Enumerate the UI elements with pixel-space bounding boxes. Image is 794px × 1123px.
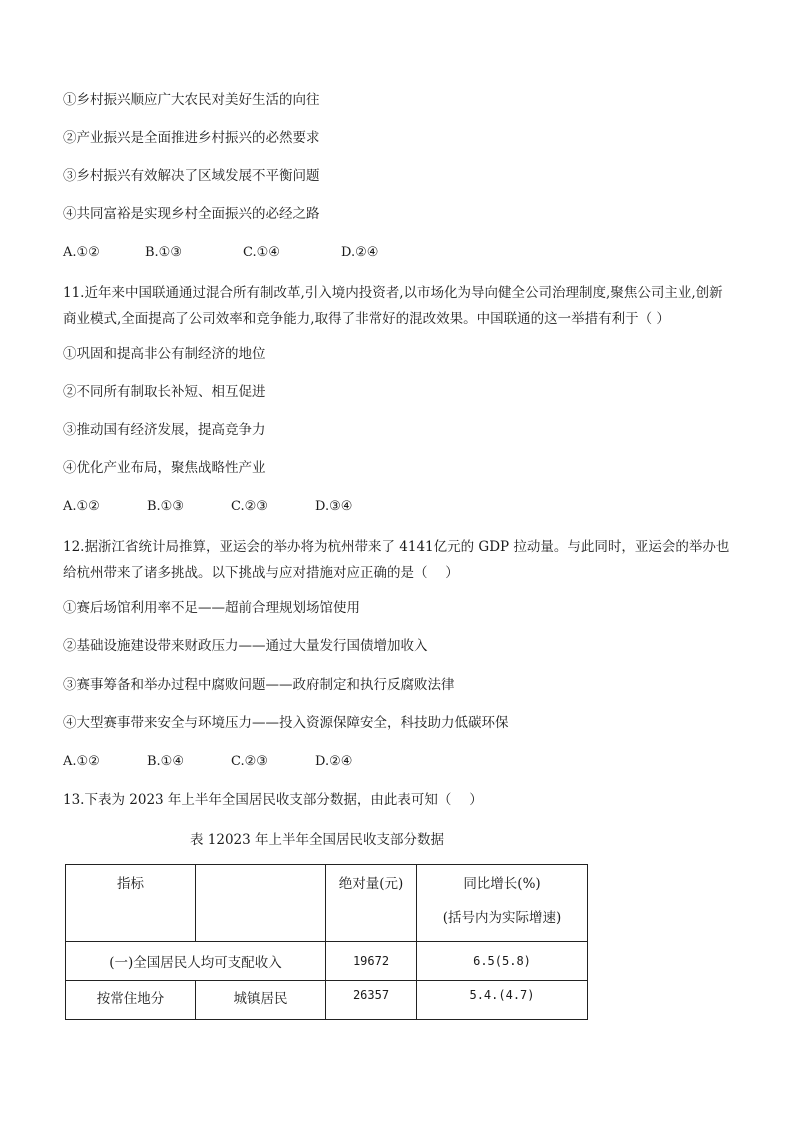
row1-value: 19672 xyxy=(326,942,417,981)
q11-option-3: ③推动国有经济发展，提高竞争力 xyxy=(63,422,266,438)
q10-option-2: ②产业振兴是全面推进乡村振兴的必然要求 xyxy=(63,130,320,146)
q10-option-4: ④共同富裕是实现乡村全面振兴的必经之路 xyxy=(63,206,320,222)
q10-choice-b: B.①③ xyxy=(145,245,182,260)
header-growth-note: (括号内为实际增速) xyxy=(442,910,562,926)
q12-choice-c: C.②③ xyxy=(231,754,268,769)
table-row xyxy=(66,981,588,1020)
q11-choice-d: D.③④ xyxy=(315,499,353,514)
q12-choices xyxy=(63,752,352,772)
q12-option-2: ②基础设施建设带来财政压力——通过大量发行国债增加收入 xyxy=(63,638,428,654)
q11-option-2: ②不同所有制取长补短、相互促进 xyxy=(63,384,266,400)
q12-option-3: ③赛事筹备和举办过程中腐败问题——政府制定和执行反腐败法律 xyxy=(63,677,455,693)
q12-stem: 12.据浙江省统计局推算，亚运会的举办将为杭州带来了 4141亿元的 GDP 拉动量。与此同时，亚运会的举办也给杭州带来了诸多挑战。以下挑战与应对措施对应正确的是（ ） xyxy=(63,539,730,581)
q10-option-1: ①乡村振兴顺应广大农民对美好生活的向往 xyxy=(63,92,320,108)
header-growth: 同比增长(%) (括号内为实际增速) xyxy=(417,865,588,942)
q11-choice-a: A.①② xyxy=(63,499,100,514)
q12-choice-b: B.①④ xyxy=(147,754,184,769)
q12-choice-a: A.①② xyxy=(63,754,100,769)
q11-option-4: ④优化产业布局，聚焦战略性产业 xyxy=(63,460,266,476)
row1-growth: 6.5(5.8) xyxy=(417,942,588,981)
row2-group: 按常住地分 xyxy=(66,981,196,1020)
table-row xyxy=(66,942,588,981)
header-absolute: 绝对量(元) xyxy=(326,865,417,942)
table-header-row xyxy=(66,865,588,942)
q11-option-1: ①巩固和提高非公有制经济的地位 xyxy=(63,346,266,362)
q12-choice-d: D.②④ xyxy=(315,754,353,769)
header-blank xyxy=(196,865,326,942)
q11-choices xyxy=(63,497,352,517)
q11-choice-b: B.①③ xyxy=(147,499,184,514)
q11-stem: 11.近年来中国联通通过混合所有制改革,引入境内投资者,以市场化为导向健全公司治理制度,聚焦公司主业,创新商业模式,全面提高了公司效率和竞争能力,取得了非常好的混改效果。中国联通的这一举措有利于（ ） xyxy=(63,285,723,327)
row2-label: 城镇居民 xyxy=(196,981,326,1020)
q11-choice-c: C.②③ xyxy=(231,499,268,514)
header-indicator: 指标 xyxy=(66,865,196,942)
q13-stem: 13.下表为 2023 年上半年全国居民收支部分数据，由此表可知（ ） xyxy=(63,792,483,808)
table-caption: 表 12023 年上半年全国居民收支部分数据 xyxy=(190,832,445,848)
q12-option-4: ④大型赛事带来安全与环境压力——投入资源保障安全，科技助力低碳环保 xyxy=(63,715,509,731)
q10-choice-c: C.①④ xyxy=(243,245,280,260)
q10-choice-a: A.①② xyxy=(63,245,100,260)
row1-label: (一)全国居民人均可支配收入 xyxy=(66,942,326,981)
income-table xyxy=(65,864,588,1020)
q10-option-3: ③乡村振兴有效解决了区域发展不平衡问题 xyxy=(63,168,320,184)
q10-choice-d: D.②④ xyxy=(341,245,379,260)
row2-value: 26357 xyxy=(326,981,417,1020)
q10-choices xyxy=(63,243,378,263)
q12-option-1: ①赛后场馆利用率不足——超前合理规划场馆使用 xyxy=(63,600,360,616)
row2-growth: 5.4.(4.7) xyxy=(417,981,588,1020)
